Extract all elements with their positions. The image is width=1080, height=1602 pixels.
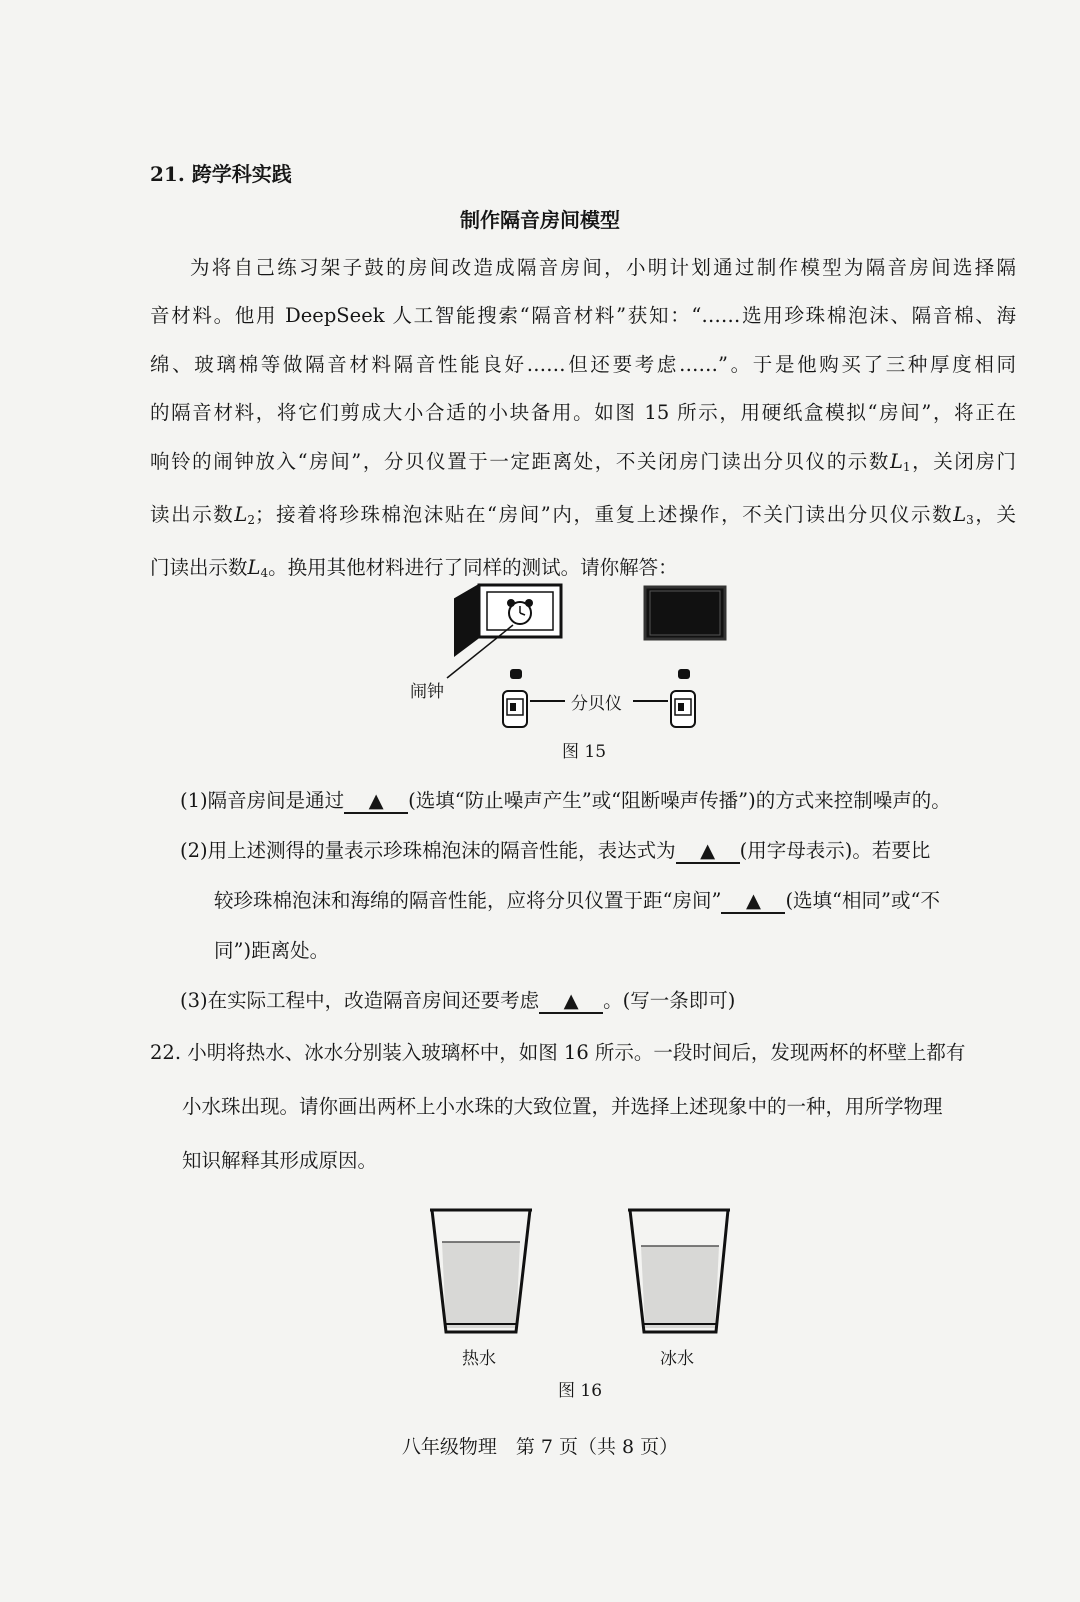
- para-line-5-text: 响铃的闹钟放入“房间”，分贝仪置于一定距离处，不关闭房门读出分贝仪的示数: [150, 449, 890, 473]
- symbol-L1-sub: 1: [902, 459, 911, 474]
- sub-question-2-tail: (用字母表示)。若要比: [739, 839, 931, 862]
- hot-water-label: 热水: [462, 1349, 496, 1369]
- sub-question-3-tail: 。(写一条即可): [603, 989, 736, 1012]
- question-21-title: 制作隔音房间模型: [460, 208, 620, 232]
- para-line-4: 的隔音材料，将它们剪成大小合适的小块备用。如图 15 所示，用硬纸盒模拟“房间”，将正在: [150, 401, 1016, 425]
- para-line-7-text: 门读出示数: [150, 556, 248, 580]
- para-line-1: 为将自己练习架子鼓的房间改造成隔音房间，小明计划通过制作模型为隔音房间选择隔: [190, 256, 1016, 279]
- ice-water-cup: [628, 1210, 730, 1332]
- decibel-meter-right-icon: [671, 669, 695, 727]
- sub-question-2-text: (2)用上述测得的量表示珍珠棉泡沫的隔音性能，表达式为: [180, 839, 676, 862]
- symbol-L4-sub: 4: [260, 566, 269, 581]
- alarm-clock-label: 闹钟: [410, 682, 444, 702]
- para-line-6-text: 读出示数: [150, 503, 235, 527]
- question-22-line-2: 小水珠出现。请你画出两杯上小水珠的大致位置，并选择上述现象中的一种，用所学物理: [182, 1095, 943, 1118]
- question-21-paragraph: [150, 244, 1016, 598]
- sub-question-1-tail: (选填“防止噪声产生”或“阻断噪声传播”)的方式来控制噪声的。: [408, 789, 951, 812]
- sub-question-1-text: (1)隔音房间是通过: [180, 789, 345, 812]
- answer-blank-4[interactable]: ▲: [539, 990, 603, 1014]
- sub-question-2-line-2: [214, 885, 940, 914]
- para-line-5-tail: ，关闭房门: [910, 449, 1016, 473]
- decibel-meter-label: 分贝仪: [571, 694, 622, 714]
- ice-water-label: 冰水: [660, 1349, 694, 1369]
- answer-blank-3[interactable]: ▲: [721, 890, 785, 914]
- open-room-box: [455, 585, 561, 655]
- sub-question-3: [180, 985, 735, 1014]
- sub-question-2-text-2: 较珍珠棉泡沫和海绵的隔音性能，应将分贝仪置于距“房间”: [214, 889, 722, 912]
- question-22-line-1: 22. 小明将热水、冰水分别装入玻璃杯中，如图 16 所示。一段时间后，发现两杯的杯壁上都有: [150, 1041, 966, 1064]
- figure-15-caption: 图 15: [562, 742, 607, 762]
- hot-water-cup: [430, 1210, 532, 1332]
- figure-15: [395, 575, 745, 745]
- decibel-meter-left-icon: [503, 669, 527, 727]
- figure-16: [420, 1200, 740, 1340]
- symbol-L4: L: [247, 556, 261, 580]
- answer-blank-1[interactable]: ▲: [344, 790, 408, 814]
- sub-question-2: [180, 835, 930, 864]
- symbol-L2-sub: 2: [247, 513, 255, 528]
- alarm-clock-icon: [507, 599, 533, 624]
- symbol-L3: L: [953, 503, 967, 527]
- symbol-L3-sub: 3: [966, 513, 974, 528]
- closed-room-box: [645, 587, 725, 639]
- question-21-heading: 21. 跨学科实践: [150, 162, 292, 186]
- para-line-5: [150, 438, 1016, 491]
- para-line-6: [150, 491, 1016, 544]
- para-line-6-mid: ；接着将珍珠棉泡沫贴在“房间”内，重复上述操作，不关门读出分贝仪示数: [254, 503, 954, 527]
- answer-blank-2[interactable]: ▲: [676, 840, 740, 864]
- figure-16-caption: 图 16: [558, 1381, 603, 1401]
- sub-question-1: [180, 785, 951, 814]
- symbol-L1: L: [889, 449, 903, 473]
- para-line-7-tail: 。换用其他材料进行了同样的测试。请你解答：: [268, 556, 678, 580]
- sub-question-3-text: (3)在实际工程中，改造隔音房间还要考虑: [180, 989, 540, 1012]
- page-footer: 八年级物理 第 7 页（共 8 页）: [401, 1436, 679, 1458]
- sub-question-2-tail-2: (选填“相同”或“不: [785, 889, 940, 912]
- para-line-2: 音材料。他用 DeepSeek 人工智能搜索“隔音材料”获知：“……选用珍珠棉泡沫、隔音棉、海: [150, 304, 1016, 328]
- symbol-L2: L: [234, 503, 248, 527]
- para-line-6-tail: ，关: [973, 503, 1016, 527]
- sub-question-2-line-3: 同”)距离处。: [214, 939, 330, 962]
- para-line-3: 绵、玻璃棉等做隔音材料隔音性能良好……但还要考虑……”。于是他购买了三种厚度相同: [150, 352, 1016, 376]
- question-22-line-3: 知识解释其形成原因。: [182, 1149, 378, 1172]
